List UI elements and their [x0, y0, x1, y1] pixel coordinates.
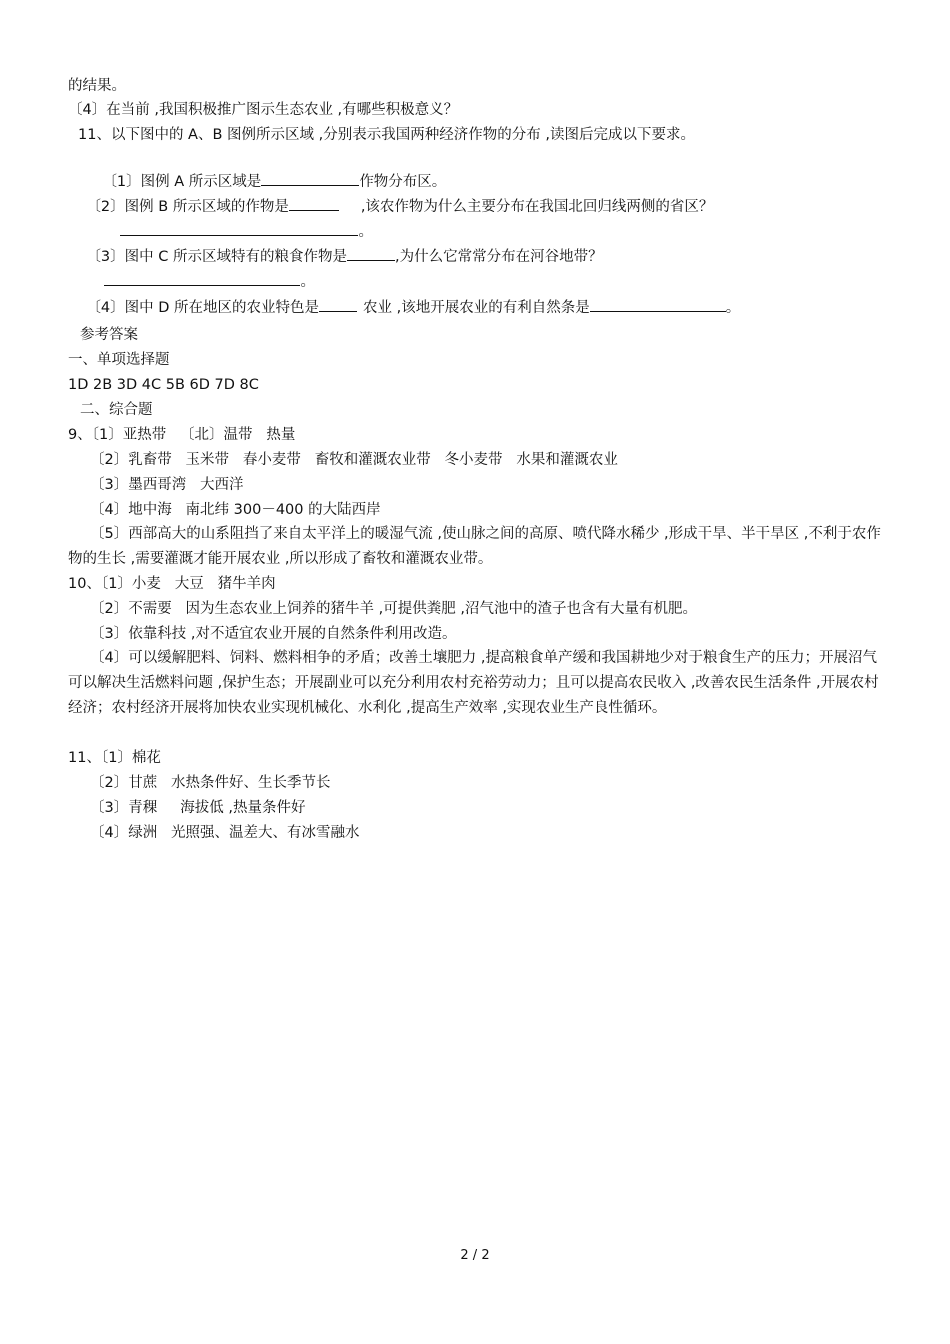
q11-part3-end: 。	[300, 274, 315, 290]
answer-blank[interactable]	[347, 245, 395, 261]
answer-9-1: 9、〔1〕亚热带 〔北〕温带 热量	[68, 427, 296, 443]
q11-part4-end: 。	[725, 300, 741, 316]
answer-blank[interactable]	[590, 296, 726, 312]
answer-11-2: 〔2〕甘蔗 水热条件好、生长季节长	[90, 775, 331, 791]
answer-10-4: 〔4〕可以缓解肥料、饲料、燃料相争的矛盾；改善土壤肥力 ,提高粮食单产缓和我国耕地少对于粮食生产的压力；开展沼气可以解决生活燃料问题 ,保护生态；开展副业可以充分利用农村充裕劳动力；且可以提高农民收入 ,改善农民生活条件 ,开展农村经济；农村经济开展将加快农业实现机械化、水利化 ,提高生产效率 ,实现农业生产良性循环。	[68, 650, 879, 716]
multiple-choice-answers: 1D 2B 3D 4C 5B 6D 7D 8C	[68, 377, 259, 393]
answer-9-2: 〔2〕乳畜带 玉米带 春小麦带 畜牧和灌溉农业带 冬小麦带 水果和灌溉农业	[90, 452, 618, 468]
q11-part2-end: 。	[358, 224, 373, 240]
q11-part4	[68, 276, 740, 338]
q10-tail-text: 的结果。	[68, 78, 126, 94]
answers-title: 参考答案	[80, 327, 138, 343]
answer-11-1: 11、〔1〕棉花	[68, 750, 161, 766]
q11-part1-text-a: 〔1〕图例 A 所示区域是	[102, 174, 262, 190]
q11-stem: 11、以下图中的 A、B 图例所示区域 ,分别表示我国两种经济作物的分布 ,读图后完成以下要求。	[78, 127, 695, 143]
answer-11-4: 〔4〕绿洲 光照强、温差大、有冰雪融水	[90, 825, 360, 841]
q11-part3-text-b: ,为什么它常常分布在河谷地带？	[395, 249, 603, 265]
answer-10-3: 〔3〕依靠科技 ,对不适宜农业开展的自然条件利用改造。	[90, 626, 457, 642]
answer-9-5: 〔5〕西部高大的山系阻挡了来自太平洋上的暖湿气流 ,使山脉之间的高原、喷代降水稀少 ,形成干旱、半干旱区 ,不利于农作物的生长 ,需要灌溉才能开展农业 ,所以形成了畜牧和灌溉农业带。	[68, 526, 881, 567]
page-number: 2 / 2	[460, 1248, 490, 1263]
q11-part4-text-b: 农业 ,该地开展农业的有利自然条是	[363, 300, 590, 316]
section-comprehensive: 二、综合题	[80, 402, 153, 418]
q11-part1-text-b: 作物分布区。	[359, 174, 447, 190]
q10-part4: 〔4〕在当前 ,我国积极推广图示生态农业 ,有哪些积极意义？	[68, 102, 459, 118]
section-multiple-choice: 一、单项选择题	[68, 352, 170, 368]
q11-part2-text-b: ,该农作物为什么主要分布在我国北回归线两侧的省区？	[360, 199, 714, 215]
q11-part4-text-a: 〔4〕图中 D 所在地区的农业特色是	[86, 300, 320, 316]
answer-9-4: 〔4〕地中海 南北纬 300－400 的大陆西岸	[90, 502, 381, 518]
answer-9-3: 〔3〕墨西哥湾 大西洋	[90, 477, 244, 493]
answer-10-2: 〔2〕不需要 因为生态农业上饲养的猪牛羊 ,可提供粪肥 ,沼气池中的渣子也含有大量有机肥。	[90, 601, 697, 617]
q11-part3-text-a: 〔3〕图中 C 所示区域特有的粮食作物是	[86, 249, 348, 265]
answer-11-3: 〔3〕青稞 海拔低 ,热量条件好	[90, 800, 306, 816]
q11-part2-text-a: 〔2〕图例 B 所示区域的作物是	[86, 199, 289, 215]
answer-10-1: 10、〔1〕小麦 大豆 猪牛羊肉	[68, 576, 276, 592]
answer-blank[interactable]	[319, 296, 357, 312]
